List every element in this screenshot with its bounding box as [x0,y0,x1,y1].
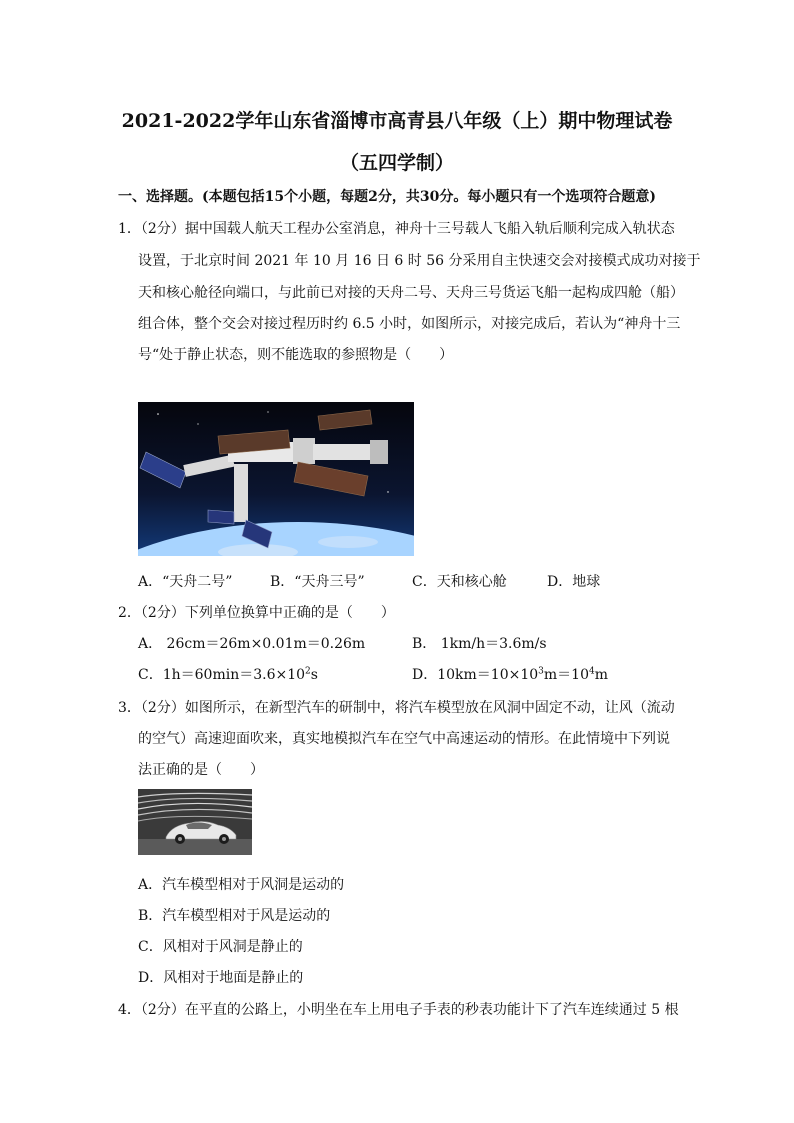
question-3-line-1: 3．（2分）如图所示，在新型汽车的研制中，将汽车模型放在风洞中固定不动，让风（流动 [118,700,675,716]
question-1-line-3: 天和核心舱径向端口，与此前已对接的天舟二号、天舟三号货运飞船一起构成四舱（船） [138,285,684,301]
q1-option-d[interactable]: D．地球 [547,574,601,590]
q2-option-d[interactable] [412,664,608,684]
q3-option-c[interactable]: C．风相对于风洞是静止的 [138,939,303,955]
question-1-line-5: 号“处于静止状态，则不能选取的参照物是（ ） [138,347,454,363]
space-station-image [138,402,414,556]
exam-title: 2021-2022学年山东省淄博市高青县八年级（上）期中物理试卷 [121,110,673,132]
q3-option-a[interactable]: A．汽车模型相对于风洞是运动的 [138,877,345,893]
question-4-line-1: 4．（2分）在平直的公路上，小明坐在车上用电子手表的秒表功能计下了汽车连续通过 5 根 [118,1002,679,1018]
q1-option-c[interactable]: C．天和核心舱 [412,574,507,590]
question-1-line-4: 组合体，整个交会对接过程历时约 6.5 小时，如图所示，对接完成后，若认为“神舟十三 [138,316,681,332]
q2-option-a[interactable]: A． 26cm＝26m×0.01m＝0.26m [138,636,366,652]
question-1-line-1: 1．（2分）据中国载人航天工程办公室消息，神舟十三号载人飞船入轨后顺利完成入轨状态 [118,221,675,237]
q3-option-d[interactable]: D．风相对于地面是静止的 [138,970,304,986]
q2-option-b[interactable]: B． 1km/h＝3.6m/s [412,636,547,652]
q1-option-a[interactable]: A．“天舟二号” [138,574,233,590]
q2-option-d-exponent-1: 3 [538,666,544,677]
wind-tunnel-car-image [138,789,252,855]
q1-option-b[interactable]: B．“天舟三号” [270,574,365,590]
question-3-line-2: 的空气）高速迎面吹来，真实地模拟汽车在空气中高速运动的情形。在此情境中下列说 [138,731,670,747]
q3-option-b[interactable]: B．汽车模型相对于风是运动的 [138,908,331,924]
q2-option-d-unit: m [594,667,609,683]
q2-option-d-text: D．10km＝10×10 [412,667,539,683]
q2-option-c-exponent: 2 [305,666,311,677]
q2-option-c-text: C．1h＝60min＝3.6×10 [138,667,306,683]
section-heading: 一、选择题。(本题包括15个小题，每题2分，共30分。每小题只有一个选项符合题意) [118,189,656,205]
q2-option-c[interactable] [138,664,318,684]
question-3-line-3: 法正确的是（ ） [138,762,264,778]
q2-option-d-mid: m＝10 [543,667,589,683]
exam-subtitle: （五四学制） [339,152,454,174]
question-2-line-1: 2．（2分）下列单位换算中正确的是（ ） [118,605,395,621]
q2-option-c-unit: s [310,667,318,683]
question-1-line-2: 设置，于北京时间 2021 年 10 月 16 日 6 时 56 分采用自主快速交会对接模式成功对接于 [138,253,701,269]
q2-option-d-exponent-2: 4 [589,666,595,677]
